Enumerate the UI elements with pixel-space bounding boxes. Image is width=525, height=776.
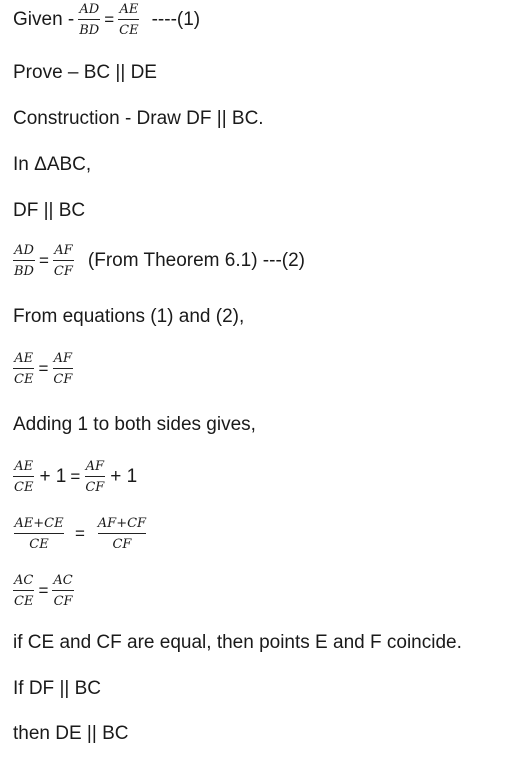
denominator: CF	[85, 480, 105, 495]
fraction-ae-ce	[118, 2, 139, 38]
equals-sign: =	[75, 524, 85, 543]
denominator: CF	[53, 372, 73, 387]
fraction-af-plus-cf	[95, 516, 149, 552]
given-label: Given -	[13, 9, 75, 30]
equation-ac	[13, 573, 74, 609]
theorem-note: (From Theorem 6.1) ---(2)	[87, 250, 306, 271]
equation-ae-ce-af-cf	[13, 351, 73, 387]
denominator: CE	[14, 480, 34, 495]
numerator: AD	[78, 2, 100, 20]
denominator: CE	[29, 537, 49, 552]
equation-sum-fractions	[13, 516, 149, 552]
equals-sign: =	[70, 467, 81, 486]
fraction-ac-cf	[52, 573, 73, 609]
fraction-af-cf	[53, 243, 74, 279]
denominator: CF	[53, 594, 73, 609]
denominator: CE	[14, 594, 34, 609]
denominator: BD	[79, 23, 100, 38]
coincide-line: if CE and CF are equal, then points E and F coincide.	[13, 632, 462, 653]
given-line	[13, 2, 200, 38]
fraction-ad-bd	[78, 2, 100, 38]
denominator: CF	[53, 264, 73, 279]
if-df-bc-line: If DF || BC	[13, 678, 101, 699]
numerator: AE+CE	[14, 516, 63, 534]
numerator: AF	[53, 351, 73, 369]
then-de-bc-line: then DE || BC	[13, 723, 129, 744]
numerator: AE	[13, 351, 34, 369]
theorem-line	[13, 243, 305, 279]
equals-sign: =	[38, 251, 49, 270]
numerator: AF+CF	[98, 516, 146, 534]
fraction-ad-bd	[13, 243, 35, 279]
fraction-ae-plus-ce	[13, 516, 65, 552]
numerator: AD	[13, 243, 35, 261]
numerator: AF	[85, 459, 105, 477]
equation-tag: ----(1)	[151, 9, 201, 30]
numerator: AF	[53, 243, 73, 261]
denominator: BD	[14, 264, 34, 279]
fraction-af-cf	[84, 459, 105, 495]
numerator: AC	[52, 573, 73, 591]
equals-sign: =	[38, 359, 49, 378]
from-equations-line: From equations (1) and (2),	[13, 306, 245, 327]
numerator: AE	[13, 459, 34, 477]
equation-plus-one	[13, 459, 137, 495]
numerator: AE	[118, 2, 139, 20]
denominator: CE	[14, 372, 34, 387]
plus-one-left: + 1	[39, 466, 67, 487]
fraction-ac-ce	[13, 573, 34, 609]
equals-sign: =	[38, 581, 49, 600]
denominator: CE	[119, 23, 139, 38]
plus-one-right: + 1	[110, 466, 138, 487]
fraction-ae-ce	[13, 459, 34, 495]
numerator: AC	[13, 573, 34, 591]
in-triangle-line: In ΔABC,	[13, 154, 92, 175]
equals-sign: =	[104, 10, 115, 29]
prove-line: Prove – BC || DE	[13, 62, 157, 83]
fraction-af-cf	[52, 351, 73, 387]
adding-one-line: Adding 1 to both sides gives,	[13, 414, 256, 435]
df-parallel-bc-line: DF || BC	[13, 200, 86, 221]
denominator: CF	[112, 537, 132, 552]
fraction-ae-ce	[13, 351, 34, 387]
construction-line: Construction - Draw DF || BC.	[13, 108, 264, 129]
